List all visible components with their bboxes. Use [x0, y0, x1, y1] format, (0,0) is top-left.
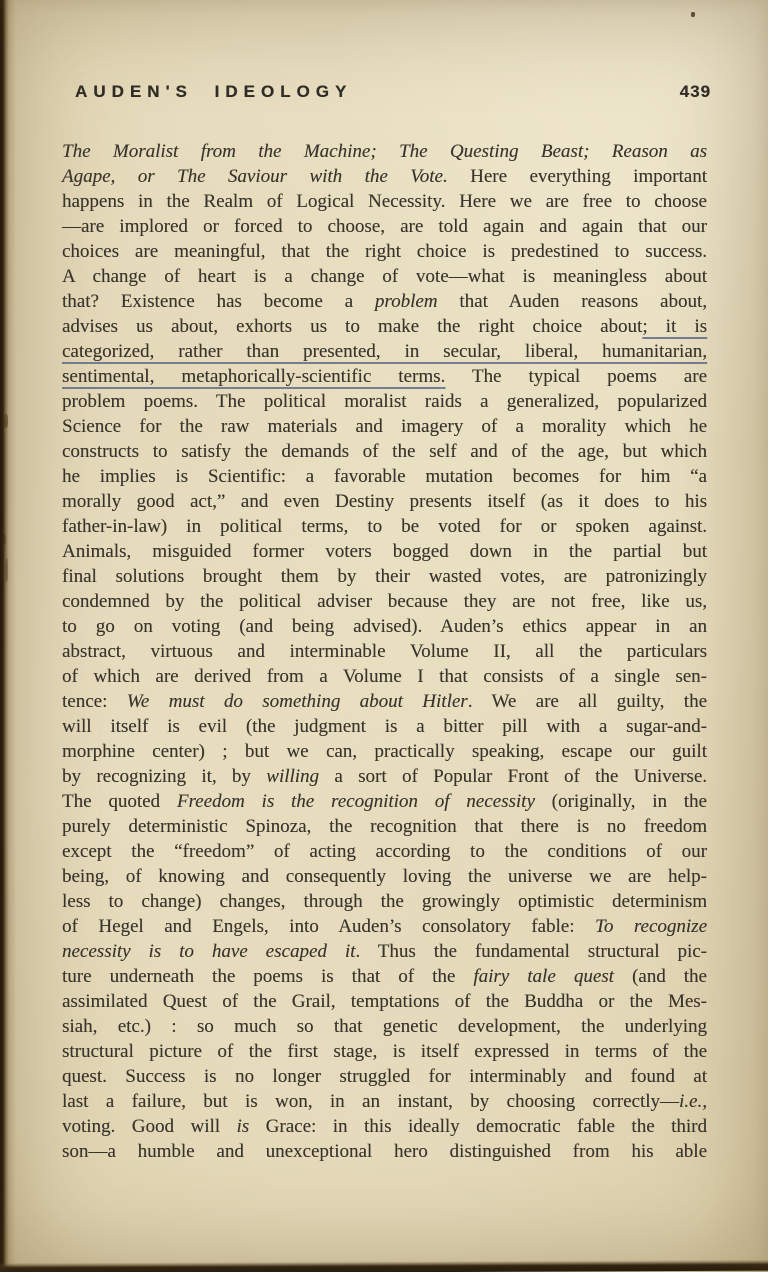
text-segment: morphine center) ; but we can, practically speaking, escape our guilt: [62, 741, 707, 762]
text-segment: will itself is evil (the judgment is a bitter pill with a sugar-and-: [62, 716, 707, 737]
text-segment: A change of heart is a change of vote—what is meaningless about: [62, 266, 707, 287]
text-segment: The Moralist from the Machine; The Questing Beast; Reason as: [62, 141, 707, 162]
running-head-title: AUDEN'S IDEOLOGY: [75, 82, 353, 101]
text-segment: being, of knowing and consequently loving the universe we are help-: [62, 866, 707, 887]
text-segment: problem: [374, 291, 438, 312]
text-line: [62, 414, 707, 439]
text-segment: (and the: [613, 966, 707, 987]
text-segment: structural picture of the first stage, is itself expressed in terms of the: [62, 1041, 707, 1062]
text-segment: problem poems. The political moralist raids a generalized, popularized: [62, 391, 707, 412]
text-segment: Science for the raw materials and imagery of a morality which he: [62, 416, 707, 437]
text-line: [62, 989, 707, 1014]
text-segment: that? Existence has become a: [62, 291, 375, 312]
text-line: [62, 639, 707, 664]
text-segment: he implies is Scientific: a favorable mutation becomes for him “a: [62, 466, 707, 487]
text-line: [62, 964, 707, 989]
text-line: [62, 614, 707, 639]
text-segment: Animals, misguided former voters bogged down in the partial but: [62, 541, 707, 562]
text-segment: voting. Good will: [62, 1116, 237, 1137]
text-line: [62, 1139, 707, 1164]
pen-underlined-text: categorized, rather than presented, in secular, liberal, humanitarian,: [62, 341, 707, 362]
margin-ink-mark: [4, 414, 8, 428]
text-line: [62, 514, 707, 539]
text-line: [62, 264, 707, 289]
text-line: [62, 289, 707, 314]
text-line: [62, 539, 707, 564]
text-segment: Grace: in this ideally democratic fable the third: [249, 1116, 708, 1137]
text-line: [62, 389, 707, 414]
text-line: [62, 439, 707, 464]
text-segment: . We are all guilty, the: [467, 691, 707, 712]
text-segment: (originally, in the: [534, 791, 707, 812]
text-segment: We must do something about Hitler: [126, 691, 468, 712]
text-segment: to go on voting (and being advised). Auden’s ethics appear in an: [62, 616, 707, 637]
text-line: [62, 239, 707, 264]
text-line: [62, 689, 707, 714]
text-line: [62, 1114, 707, 1139]
text-line: [62, 339, 707, 364]
text-line: [62, 189, 707, 214]
text-line: [62, 564, 707, 589]
page-number: 439: [679, 82, 711, 101]
body-text: [62, 139, 707, 1164]
text-segment: Agape, or The Saviour with the Vote.: [62, 166, 448, 187]
text-segment: of Hegel and Engels, into Auden’s consolatory fable:: [62, 916, 595, 937]
text-line: [62, 139, 707, 164]
text-line: [62, 739, 707, 764]
text-line: [62, 764, 707, 789]
text-segment: advises us about, exhorts us to make the right choice about: [62, 316, 643, 337]
text-segment: is: [236, 1116, 250, 1137]
text-line: [62, 664, 707, 689]
text-segment: tence:: [62, 691, 127, 712]
text-segment: abstract, virtuous and interminable Volume II, all the particulars: [62, 641, 707, 662]
text-segment: final solutions brought them by their wasted votes, are patronizingly: [62, 566, 707, 587]
text-segment: ture underneath the poems is that of the: [62, 966, 474, 987]
pen-underlined-text: sentimental, metaphorically-scientific terms.: [62, 366, 446, 387]
text-segment: quest. Success is no longer struggled for interminably and found at: [62, 1066, 707, 1087]
book-binding-edge: [0, 0, 16, 1272]
margin-ink-mark: [5, 558, 8, 582]
text-line: [62, 814, 707, 839]
text-line: [62, 714, 707, 739]
text-segment: purely deterministic Spinoza, the recognition that there is no freedom: [62, 816, 707, 837]
text-segment: less to change) changes, through the growingly optimistic determinism: [62, 891, 707, 912]
text-segment: —are implored or forced to choose, are told again and again that our: [62, 216, 707, 237]
text-line: [62, 1064, 707, 1089]
text-segment: that Auden reasons about,: [437, 291, 707, 312]
margin-ink-mark: [3, 534, 6, 545]
text-segment: willing: [266, 766, 320, 787]
text-segment: siah, etc.) : so much so that genetic development, the underlying: [62, 1016, 707, 1037]
text-line: [62, 914, 707, 939]
pen-underlined-text: ; it is: [642, 316, 707, 337]
text-segment: morally good act,” and even Destiny presents itself (as it does to his: [62, 491, 707, 512]
text-line: [62, 889, 707, 914]
text-segment: fairy tale quest: [473, 966, 614, 987]
text-segment: assimilated Quest of the Grail, temptations of the Buddha or the Mes-: [62, 991, 707, 1012]
text-line: [62, 164, 707, 189]
text-segment: condemned by the political adviser because they are not free, like us,: [62, 591, 707, 612]
text-segment: . Thus the fundamental structural pic-: [355, 941, 707, 962]
text-line: [62, 364, 707, 389]
text-line: [62, 864, 707, 889]
scan-speck: [691, 12, 695, 17]
text-line: [62, 1039, 707, 1064]
text-segment: Here everything important: [447, 166, 707, 187]
text-line: [62, 589, 707, 614]
page-bottom-edge: [0, 1260, 768, 1272]
text-segment: i.e.,: [679, 1091, 707, 1112]
text-segment: choices are meaningful, that the right choice is predestined to success.: [62, 241, 707, 262]
text-segment: of which are derived from a Volume I that consists of a single sen-: [62, 666, 707, 687]
text-segment: by recognizing it, by: [62, 766, 267, 787]
text-segment: father-in-law) in political terms, to be voted for or spoken against.: [62, 516, 707, 537]
text-segment: son—a humble and unexceptional hero distinguished from his able: [62, 1141, 707, 1162]
text-segment: necessity is to have escaped it: [62, 941, 356, 962]
text-line: [62, 489, 707, 514]
page-header: [75, 82, 711, 102]
text-line: [62, 939, 707, 964]
text-segment: To recognize: [595, 916, 708, 937]
text-segment: except the “freedom” of acting according to the conditions of our: [62, 841, 707, 862]
text-line: [62, 1014, 707, 1039]
text-segment: happens in the Realm of Logical Necessity. Here we are free to choose: [62, 191, 707, 212]
text-line: [62, 464, 707, 489]
text-line: [62, 1089, 707, 1114]
text-segment: The typical poems are: [445, 366, 707, 387]
text-segment: last a failure, but is won, in an instant, by choosing correctly—: [62, 1091, 680, 1112]
text-segment: a sort of Popular Front of the Universe.: [319, 766, 707, 787]
text-segment: Freedom is the recognition of necessity: [176, 791, 535, 812]
text-line: [62, 839, 707, 864]
text-segment: The quoted: [62, 791, 177, 812]
text-line: [62, 214, 707, 239]
text-line: [62, 314, 707, 339]
text-segment: constructs to satisfy the demands of the self and of the age, but which: [62, 441, 707, 462]
text-line: [62, 789, 707, 814]
